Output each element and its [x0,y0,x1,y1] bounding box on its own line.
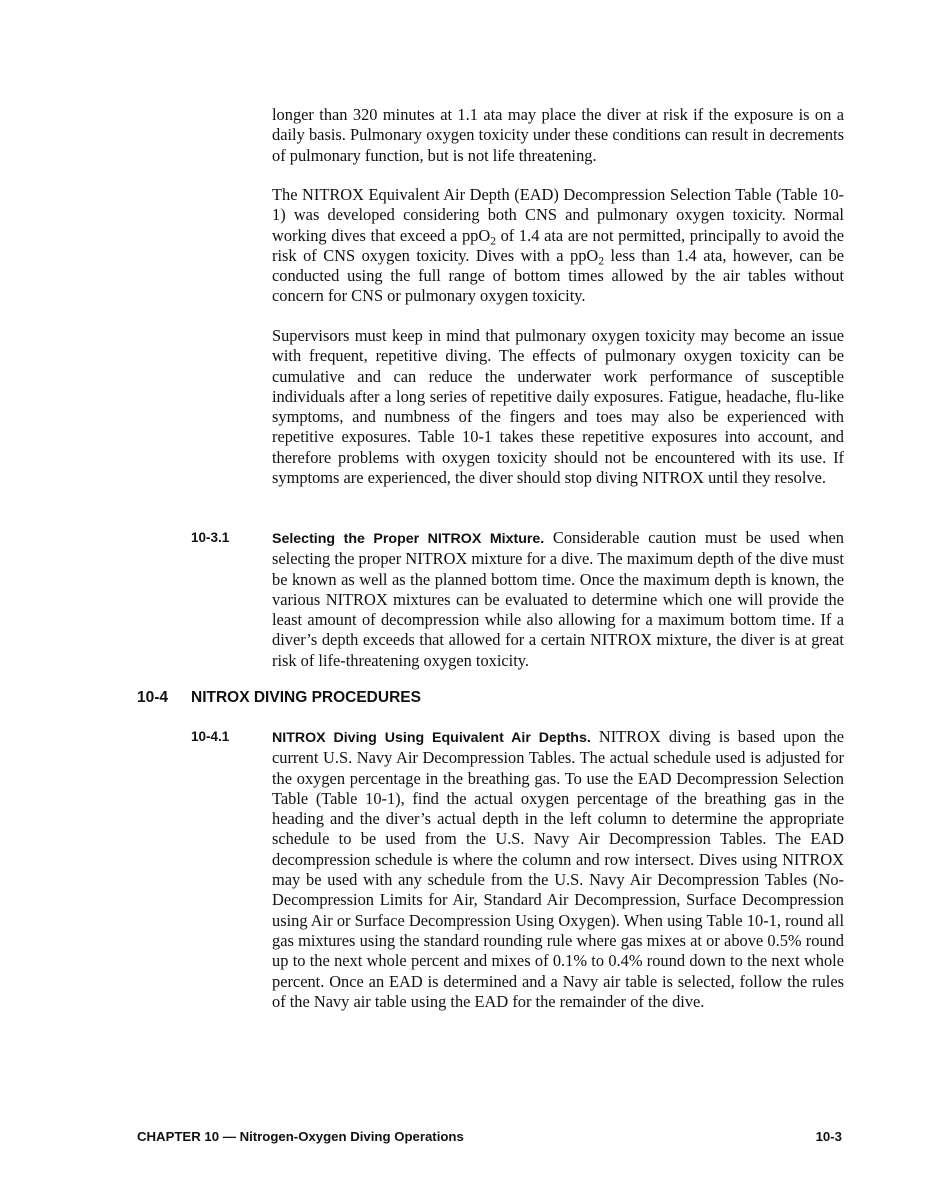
footer-chapter-title: CHAPTER 10 — Nitrogen-Oxygen Diving Operations [137,1129,464,1144]
subsection-paragraph-selecting-mixture [272,528,844,671]
subsection-body: Considerable caution must be used when selecting the proper NITROX mixture for a dive. The maximum depth of the dive must be known as well as the planned bottom time. Once the maximum depth is known, the various NITROX mixtures can be evaluated to determine which one will provide the least amount of decompression while also allowing for a maximum bottom time. If a diver’s depth exceeds that allowed for a certain NITROX mixture, the diver is at great risk of life-threatening oxygen toxicity. [272,528,844,670]
paragraph-text-part: The NITROX Equivalent Air Depth (EAD) Decompression Selection Table (Table 10-1) was developed considering both CNS and pulmonary oxygen toxicity. Normal working dives that exceed a ppO [272,185,844,245]
body-paragraph-ead-table [272,185,844,307]
subscript: 2 [598,255,604,268]
section-title: NITROX DIVING PROCEDURES [191,689,421,706]
section-number: 10-4 [137,689,169,706]
paragraph-text-part: less than 1.4 ata, however, can be conducted using the full range of bottom times allowed by the air tables without concern for CNS or pulmonary oxygen toxicity. [272,245,844,306]
subsection-paragraph-equivalent-air-depths [272,727,844,1012]
subsection-body: NITROX diving is based upon the current U.S. Navy Air Decompression Tables. The actual schedule used is adjusted for the oxygen percentage in the breathing gas. To use the EAD Decompression Selection Table (Table 10-1), find the actual oxygen percentage of the breathing gas in the heading and the diver’s actual depth in the left column to determine the appropriate schedule to be used from the U.S. Navy Air Decompression Tables. The EAD decompression schedule is where the column and row intersect. Dives using NITROX may be used with any schedule from the U.S. Navy Air Decompression Tables (No-Decompression Limits for Air, Standard Air Decompression, Surface Decompression using Air or Surface Decompression Using Oxygen). When using Table 10-1, round all gas mixtures using the standard rounding rule where gas mixes at or above 0.5% round up to the next whole percent and mixes of 0.1% to 0.4% round down to the next whole percent. Once an EAD is determined and a Navy air table is selected, follow the rules of the Navy air table using the EAD for the remainder of the dive. [272,727,844,1011]
subsection-title: Selecting the Proper NITROX Mixture. [272,531,545,547]
body-paragraph-oxygen-exposure: longer than 320 minutes at 1.1 ata may place the diver at risk if the exposure is on a daily basis. Pulmonary oxygen toxicity under these conditions can result in decrements of pulmonary function, but is not life threatening. [272,105,844,165]
footer-page-number: 10-3 [815,1129,842,1144]
subscript: 2 [490,235,496,248]
subsection-title: NITROX Diving Using Equivalent Air Depths. [272,730,591,746]
subsection-number: 10-3.1 [191,530,230,545]
subsection-number: 10-4.1 [191,729,230,744]
body-paragraph-supervisors: Supervisors must keep in mind that pulmonary oxygen toxicity may become an issue with frequent, repetitive diving. The effects of pulmonary oxygen toxicity can be cumulative and can reduce the underwater work performance of susceptible individuals after a long series of repetitive daily exposures. Fatigue, headache, flu-like symptoms, and numbness of the fingers and toes may also be experienced with repetitive exposures. Table 10-1 takes these repetitive exposures into account, and therefore problems with oxygen toxicity should not be encountered with its use. If symptoms are experienced, the diver should stop diving NITROX until they resolve. [272,326,844,488]
paragraph-text-part: of 1.4 ata are not permitted, principally to avoid the risk of CNS oxygen toxicity. Dives with a ppO [272,225,844,265]
